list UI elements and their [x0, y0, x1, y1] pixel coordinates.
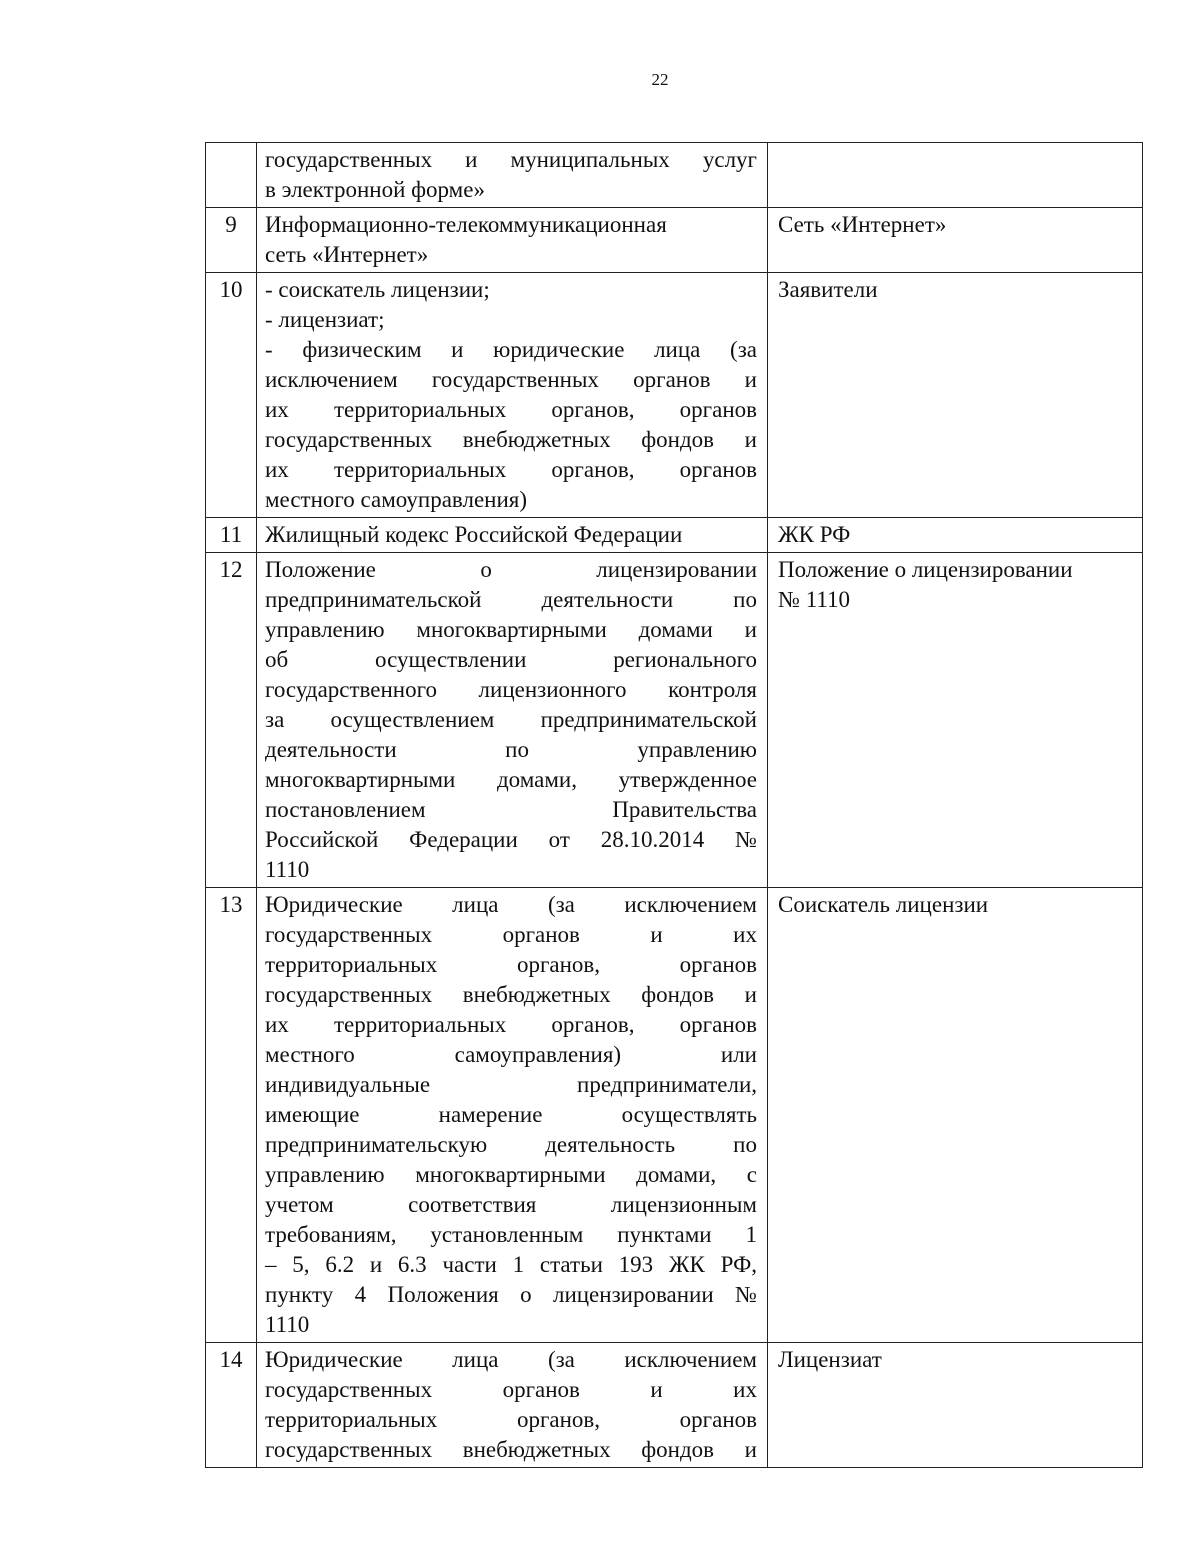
term-line: их территориальных органов, органов [265, 1012, 757, 1037]
term-cell [257, 1343, 768, 1468]
term-line: их территориальных органов, органов [265, 457, 757, 482]
row-number-cell: 12 [206, 553, 257, 888]
term-line: - соискатель лицензии; [265, 277, 490, 302]
row-number-cell [206, 143, 257, 208]
row-number-cell: 9 [206, 208, 257, 273]
term-line: за осуществлением предпринимательской [265, 707, 757, 732]
abbreviation-cell [768, 143, 1143, 208]
abbreviations-table [205, 142, 1143, 1468]
term-line: управлению многоквартирными домами и [265, 617, 757, 642]
term-line: 1110 [265, 857, 310, 882]
term-line: государственных органов и их [265, 1377, 757, 1402]
abbreviation-line: Лицензиат [778, 1347, 882, 1372]
table-row [206, 888, 1143, 1343]
term-cell [257, 208, 768, 273]
term-cell [257, 143, 768, 208]
term-line: индивидуальные предприниматели, [265, 1072, 757, 1097]
abbreviation-line: Положение о лицензировании [778, 557, 1073, 582]
term-line: 1110 [265, 1312, 310, 1337]
term-line: Юридические лица (за исключением [265, 892, 757, 917]
term-line: учетом соответствия лицензионным [265, 1192, 757, 1217]
term-line: об осуществлении регионального [265, 647, 757, 672]
table-row [206, 518, 1143, 553]
term-line: имеющие намерение осуществлять [265, 1102, 757, 1127]
term-line: Жилищный кодекс Российской Федерации [265, 522, 683, 547]
term-line: требованиям, установленным пунктами 1 [265, 1222, 757, 1247]
table-row [206, 143, 1143, 208]
abbreviation-cell [768, 273, 1143, 518]
abbreviation-cell [768, 518, 1143, 553]
row-number-cell: 13 [206, 888, 257, 1343]
row-number-cell: 10 [206, 273, 257, 518]
term-line: деятельности по управлению [265, 737, 757, 762]
term-line: Положение о лицензировании [265, 557, 757, 582]
abbreviation-line: Сеть «Интернет» [778, 212, 947, 237]
term-line: Юридические лица (за исключением [265, 1347, 757, 1372]
term-line: - лицензиат; [265, 307, 385, 332]
term-line: пункту 4 Положения о лицензировании № [265, 1282, 757, 1307]
row-number-cell: 11 [206, 518, 257, 553]
term-cell [257, 553, 768, 888]
term-line: Российской Федерации от 28.10.2014 № [265, 827, 757, 852]
table-row [206, 208, 1143, 273]
term-line: местного самоуправления) или [265, 1042, 757, 1067]
term-line: в электронной форме» [265, 177, 485, 202]
abbreviation-line: ЖК РФ [778, 522, 851, 547]
term-line: их территориальных органов, органов [265, 397, 757, 422]
abbreviation-line: Заявители [778, 277, 878, 302]
term-cell [257, 888, 768, 1343]
abbreviation-line: № 1110 [778, 587, 850, 612]
term-line: государственных и муниципальных услуг [265, 147, 757, 172]
abbreviation-cell [768, 888, 1143, 1343]
term-line: предпринимательскую деятельность по [265, 1132, 757, 1157]
page-number: 22 [651, 70, 669, 89]
term-line: сеть «Интернет» [265, 242, 429, 267]
term-line: территориальных органов, органов [265, 952, 757, 977]
abbreviation-line: Соискатель лицензии [778, 892, 989, 917]
term-line: государственных внебюджетных фондов и [265, 427, 757, 452]
term-line: постановлением Правительства [265, 797, 757, 822]
term-line: государственного лицензионного контроля [265, 677, 757, 702]
term-line: Информационно-телекоммуникационная [265, 212, 667, 237]
term-line: территориальных органов, органов [265, 1407, 757, 1432]
abbreviation-cell [768, 1343, 1143, 1468]
table-row [206, 273, 1143, 518]
row-number-cell: 14 [206, 1343, 257, 1468]
term-line: государственных внебюджетных фондов и [265, 982, 757, 1007]
term-line: местного самоуправления) [265, 487, 528, 512]
term-line: предпринимательской деятельности по [265, 587, 757, 612]
term-line: управлению многоквартирными домами, с [265, 1162, 757, 1187]
term-cell [257, 518, 768, 553]
table-row [206, 1343, 1143, 1468]
term-line: многоквартирными домами, утвержденное [265, 767, 757, 792]
table-row [206, 553, 1143, 888]
term-line: исключением государственных органов и [265, 367, 757, 392]
abbreviation-cell [768, 553, 1143, 888]
term-line: государственных органов и их [265, 922, 757, 947]
table-body [206, 143, 1143, 1468]
abbreviation-cell [768, 208, 1143, 273]
term-line: - физическим и юридические лица (за [265, 337, 757, 362]
term-cell [257, 273, 768, 518]
term-line: – 5, 6.2 и 6.3 части 1 статьи 193 ЖК РФ, [265, 1252, 757, 1277]
term-line: государственных внебюджетных фондов и [265, 1437, 757, 1462]
